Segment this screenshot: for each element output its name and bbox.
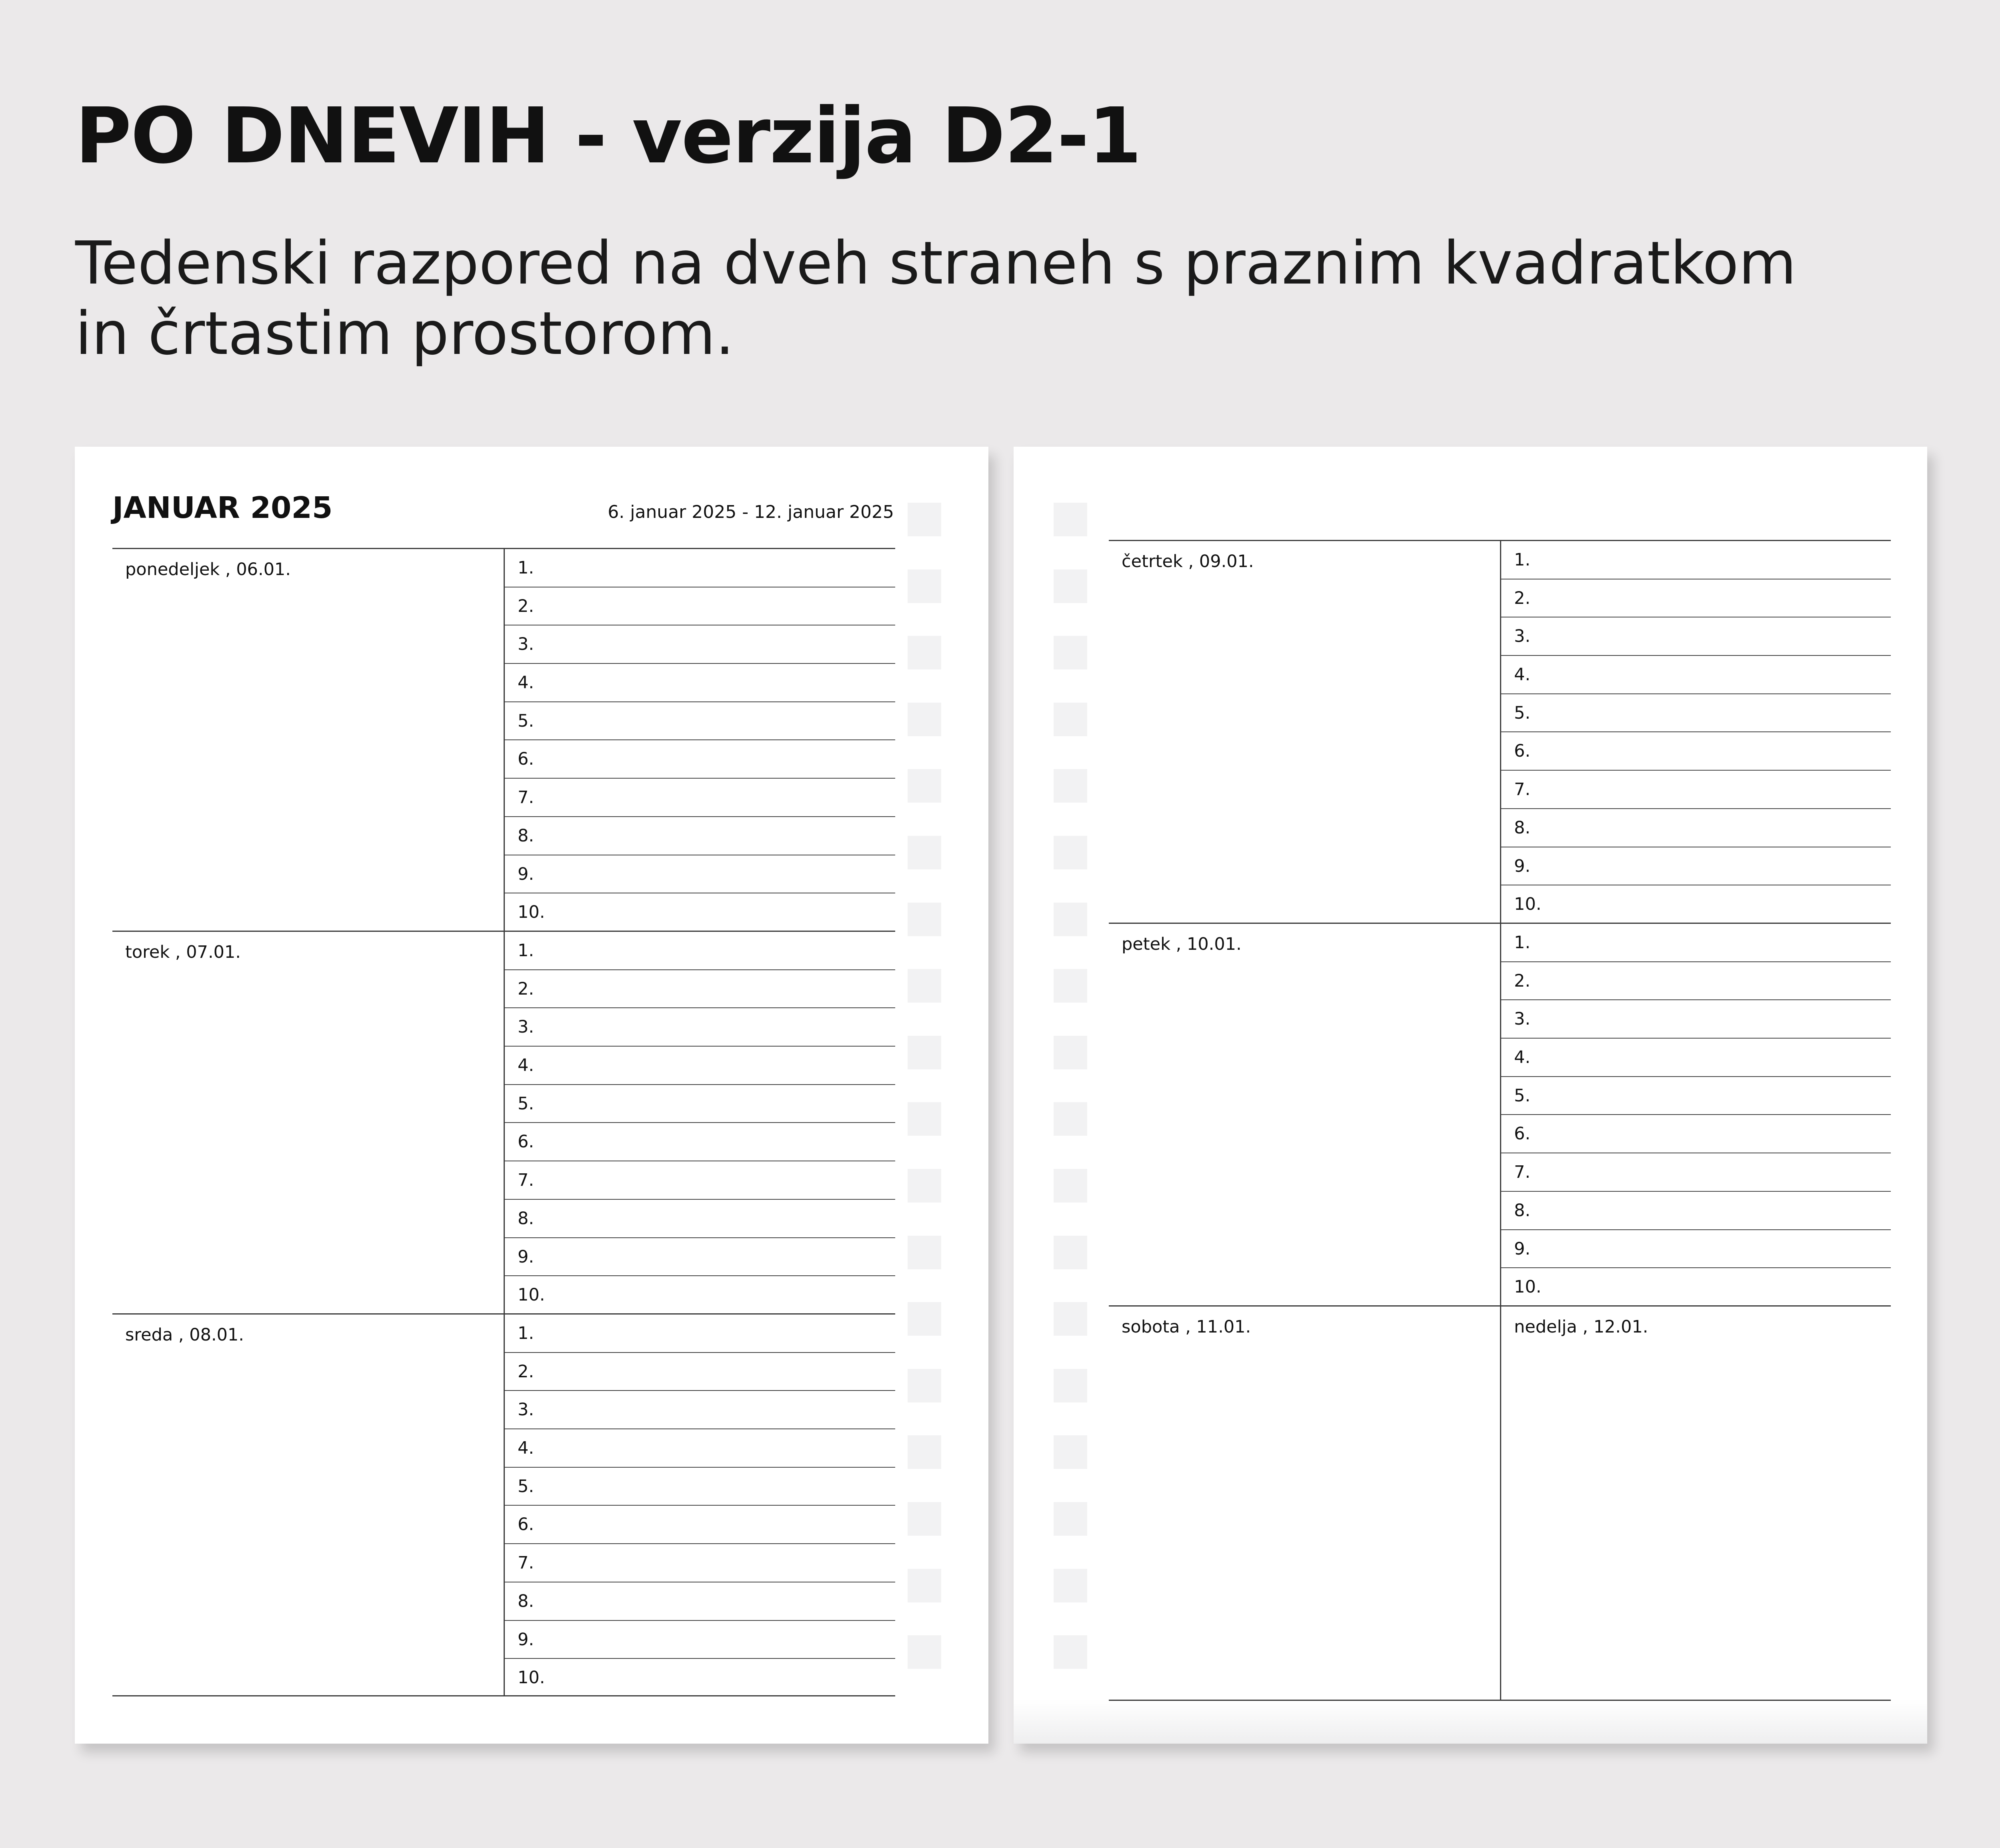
week-range: 6. januar 2025 - 12. januar 2025 bbox=[608, 502, 894, 522]
writing-line[interactable] bbox=[505, 1582, 895, 1621]
line-number: 3. bbox=[1514, 1009, 1531, 1029]
bottom-rule bbox=[112, 1695, 895, 1696]
line-number: 10. bbox=[1514, 894, 1542, 915]
bottom-rule bbox=[1109, 1700, 1891, 1701]
writing-line[interactable] bbox=[1501, 1230, 1891, 1269]
writing-line[interactable] bbox=[1501, 1153, 1891, 1192]
line-number: 7. bbox=[518, 1170, 534, 1191]
line-number: 1. bbox=[1514, 550, 1531, 570]
writing-line[interactable] bbox=[1501, 541, 1891, 579]
line-number: 6. bbox=[1514, 741, 1531, 761]
subtitle-line-2: in črtastim prostorom. bbox=[75, 299, 734, 368]
writing-line[interactable] bbox=[1501, 962, 1891, 1001]
writing-line[interactable] bbox=[505, 1621, 895, 1659]
line-number: 4. bbox=[1514, 1047, 1531, 1068]
writing-line[interactable] bbox=[1501, 1000, 1891, 1039]
empty-checkbox[interactable] bbox=[1054, 1302, 1087, 1336]
line-number: 4. bbox=[518, 673, 534, 693]
writing-line[interactable] bbox=[1501, 809, 1891, 847]
line-number: 3. bbox=[518, 1017, 534, 1037]
empty-checkbox[interactable] bbox=[1054, 1569, 1087, 1602]
line-number: 9. bbox=[1514, 856, 1531, 876]
empty-checkbox[interactable] bbox=[1054, 703, 1087, 736]
line-number: 7. bbox=[518, 787, 534, 808]
line-number: 6. bbox=[518, 1514, 534, 1535]
line-number: 8. bbox=[1514, 817, 1531, 838]
month-title: JANUAR 2025 bbox=[112, 491, 333, 525]
line-number: 8. bbox=[518, 1208, 534, 1229]
writing-line[interactable] bbox=[1501, 1268, 1891, 1307]
day-block-tuesday bbox=[112, 931, 895, 1313]
line-number: 5. bbox=[518, 1476, 534, 1496]
writing-line[interactable] bbox=[505, 1353, 895, 1391]
numbered-lines bbox=[1501, 541, 1891, 923]
writing-line[interactable] bbox=[505, 664, 895, 702]
day-block-wednesday bbox=[112, 1313, 895, 1696]
line-number: 2. bbox=[1514, 971, 1531, 991]
day-label-sunday: nedelja , 12.01. bbox=[1514, 1317, 1648, 1337]
writing-line[interactable] bbox=[505, 779, 895, 817]
writing-line[interactable] bbox=[505, 1123, 895, 1161]
page-subtitle bbox=[75, 228, 1915, 369]
writing-line[interactable] bbox=[505, 1429, 895, 1468]
writing-line[interactable] bbox=[1501, 924, 1891, 962]
writing-line[interactable] bbox=[505, 1276, 895, 1315]
line-number: 6. bbox=[518, 1132, 534, 1152]
writing-line[interactable] bbox=[1501, 1077, 1891, 1115]
writing-line[interactable] bbox=[505, 1544, 895, 1582]
writing-line[interactable] bbox=[505, 625, 895, 664]
writing-line[interactable] bbox=[505, 702, 895, 741]
day-block-friday bbox=[1109, 923, 1891, 1305]
day-label: sreda , 08.01. bbox=[125, 1325, 244, 1345]
empty-checkbox[interactable] bbox=[908, 1369, 941, 1402]
empty-checkbox[interactable] bbox=[1054, 1502, 1087, 1536]
writing-line[interactable] bbox=[1501, 1039, 1891, 1077]
empty-checkbox[interactable] bbox=[1054, 569, 1087, 603]
numbered-lines bbox=[505, 932, 895, 1313]
empty-checkbox[interactable] bbox=[908, 703, 941, 736]
page-title: PO DNEVIH - verzija D2-1 bbox=[75, 92, 1141, 181]
line-number: 10. bbox=[518, 1668, 545, 1688]
empty-checkbox[interactable] bbox=[1054, 503, 1087, 536]
writing-line[interactable] bbox=[505, 855, 895, 894]
line-number: 2. bbox=[518, 979, 534, 999]
writing-line[interactable] bbox=[505, 1161, 895, 1200]
day-block-thursday bbox=[1109, 540, 1891, 923]
writing-line[interactable] bbox=[1501, 579, 1891, 618]
empty-checkbox[interactable] bbox=[1054, 903, 1087, 936]
day-block-monday bbox=[112, 548, 895, 931]
line-number: 7. bbox=[1514, 779, 1531, 800]
empty-checkbox[interactable] bbox=[1054, 1635, 1087, 1669]
line-number: 7. bbox=[518, 1553, 534, 1573]
line-number: 9. bbox=[1514, 1239, 1531, 1259]
writing-line[interactable] bbox=[1501, 694, 1891, 733]
empty-checkbox[interactable] bbox=[908, 503, 941, 536]
writing-line[interactable] bbox=[1501, 1115, 1891, 1153]
writing-line[interactable] bbox=[1501, 617, 1891, 656]
writing-line[interactable] bbox=[505, 970, 895, 1009]
empty-checkbox[interactable] bbox=[1054, 1236, 1087, 1269]
empty-checkbox[interactable] bbox=[1054, 1435, 1087, 1469]
writing-line[interactable] bbox=[1501, 885, 1891, 924]
empty-checkbox[interactable] bbox=[908, 903, 941, 936]
line-number: 8. bbox=[518, 825, 534, 846]
line-number: 3. bbox=[1514, 626, 1531, 647]
empty-checkbox[interactable] bbox=[1054, 1102, 1087, 1136]
line-number: 10. bbox=[518, 1285, 545, 1305]
numbered-lines bbox=[505, 1315, 895, 1696]
writing-line[interactable] bbox=[1501, 1192, 1891, 1230]
line-number: 3. bbox=[518, 1400, 534, 1420]
empty-checkbox[interactable] bbox=[1054, 969, 1087, 1003]
empty-checkbox[interactable] bbox=[908, 1036, 941, 1069]
empty-checkbox[interactable] bbox=[908, 969, 941, 1003]
writing-line[interactable] bbox=[505, 1506, 895, 1544]
writing-line[interactable] bbox=[505, 1238, 895, 1277]
writing-line[interactable] bbox=[505, 1047, 895, 1085]
line-number: 5. bbox=[518, 1093, 534, 1114]
empty-checkbox[interactable] bbox=[908, 1236, 941, 1269]
empty-checkbox[interactable] bbox=[1054, 769, 1087, 803]
writing-line[interactable] bbox=[505, 587, 895, 626]
day-label-saturday: sobota , 11.01. bbox=[1122, 1317, 1251, 1337]
writing-line[interactable] bbox=[505, 1468, 895, 1506]
line-number: 6. bbox=[1514, 1124, 1531, 1144]
line-number: 8. bbox=[1514, 1200, 1531, 1221]
writing-line[interactable] bbox=[1501, 732, 1891, 771]
line-number: 4. bbox=[518, 1438, 534, 1458]
day-block-weekend bbox=[1109, 1305, 1891, 1700]
empty-checkbox[interactable] bbox=[908, 836, 941, 869]
writing-line[interactable] bbox=[505, 1315, 895, 1353]
empty-checkbox[interactable] bbox=[908, 1102, 941, 1136]
line-number: 1. bbox=[518, 941, 534, 961]
writing-line[interactable] bbox=[505, 1008, 895, 1047]
empty-checkbox[interactable] bbox=[1054, 636, 1087, 669]
line-number: 5. bbox=[1514, 703, 1531, 723]
line-number: 2. bbox=[518, 596, 534, 616]
empty-checkbox[interactable] bbox=[908, 1502, 941, 1536]
writing-line[interactable] bbox=[505, 817, 895, 855]
line-number: 9. bbox=[518, 864, 534, 884]
line-number: 5. bbox=[1514, 1085, 1531, 1106]
writing-line[interactable] bbox=[1501, 771, 1891, 809]
line-number: 1. bbox=[518, 1323, 534, 1343]
empty-checkbox[interactable] bbox=[1054, 1036, 1087, 1069]
writing-line[interactable] bbox=[505, 1391, 895, 1429]
line-number: 6. bbox=[518, 749, 534, 769]
writing-line[interactable] bbox=[505, 893, 895, 932]
line-number: 10. bbox=[518, 902, 545, 923]
day-label: petek , 10.01. bbox=[1122, 934, 1242, 954]
empty-checkbox[interactable] bbox=[1054, 836, 1087, 869]
planner-page-left bbox=[75, 447, 988, 1744]
subtitle-line-1: Tedenski razpored na dveh straneh s praznim kvadratkom bbox=[75, 229, 1796, 298]
day-label: torek , 07.01. bbox=[125, 942, 241, 962]
line-number: 9. bbox=[518, 1629, 534, 1650]
writing-line[interactable] bbox=[505, 1085, 895, 1123]
day-label: ponedeljek , 06.01. bbox=[125, 559, 291, 579]
empty-checkbox[interactable] bbox=[908, 1635, 941, 1669]
empty-checkbox[interactable] bbox=[908, 1435, 941, 1469]
line-number: 4. bbox=[518, 1055, 534, 1076]
writing-line[interactable] bbox=[505, 932, 895, 970]
empty-checkbox[interactable] bbox=[908, 1169, 941, 1203]
line-number: 9. bbox=[518, 1247, 534, 1267]
writing-line[interactable] bbox=[505, 549, 895, 587]
writing-line[interactable] bbox=[1501, 656, 1891, 694]
line-number: 5. bbox=[518, 711, 534, 731]
day-label: četrtek , 09.01. bbox=[1122, 551, 1254, 571]
line-number: 8. bbox=[518, 1591, 534, 1611]
line-number: 4. bbox=[1514, 665, 1531, 685]
numbered-lines bbox=[1501, 924, 1891, 1305]
empty-checkbox[interactable] bbox=[908, 769, 941, 803]
empty-checkbox[interactable] bbox=[908, 636, 941, 669]
line-number: 10. bbox=[1514, 1277, 1542, 1297]
writing-line[interactable] bbox=[505, 1200, 895, 1238]
empty-checkbox[interactable] bbox=[908, 569, 941, 603]
numbered-lines bbox=[505, 549, 895, 931]
line-number: 2. bbox=[1514, 588, 1531, 608]
writing-line[interactable] bbox=[505, 740, 895, 779]
line-number: 7. bbox=[1514, 1162, 1531, 1183]
writing-line[interactable] bbox=[1501, 847, 1891, 886]
planner-page-right bbox=[1014, 447, 1927, 1744]
line-number: 3. bbox=[518, 634, 534, 655]
line-number: 2. bbox=[518, 1361, 534, 1382]
line-number: 1. bbox=[518, 558, 534, 578]
writing-line[interactable] bbox=[505, 1659, 895, 1697]
line-number: 1. bbox=[1514, 933, 1531, 953]
empty-checkbox[interactable] bbox=[908, 1569, 941, 1602]
empty-checkbox[interactable] bbox=[1054, 1369, 1087, 1402]
empty-checkbox[interactable] bbox=[1054, 1169, 1087, 1203]
empty-checkbox[interactable] bbox=[908, 1302, 941, 1336]
